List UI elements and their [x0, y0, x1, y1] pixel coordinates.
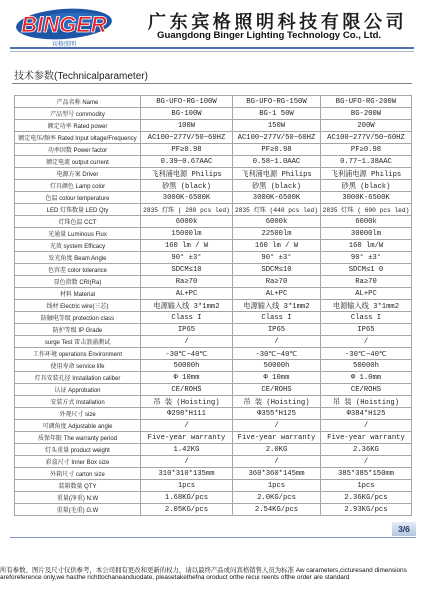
footer-rule: [10, 537, 416, 538]
spec-value-100w: Class I: [141, 312, 233, 323]
spec-value-100w: /: [141, 336, 233, 347]
spec-value-200w: Five-year warranty: [327, 433, 405, 442]
spec-value-150w: Five-year warranty: [233, 432, 321, 443]
spec-label: 防触电等级 protection class: [15, 312, 141, 323]
spec-row: [15, 312, 411, 324]
spec-value-100w: Ra≥70: [141, 276, 233, 287]
company-logo: [14, 5, 114, 47]
spec-row: [15, 216, 411, 228]
spec-label: 可调角度 Adjustable angle: [15, 420, 141, 431]
spec-value-100w: 1.68KG/pcs: [141, 492, 233, 503]
spec-value-150w: 150W: [233, 120, 321, 131]
spec-value-150w: CE/ROHS: [233, 384, 321, 395]
spec-value-100w: 160 lm / W: [141, 240, 233, 251]
spec-value-200w: 飞利浦电源 Philips: [330, 170, 402, 179]
disclaimer-line-2: areforeference only,we hasthe richttochaneanduodate, pleasetakethefna oroduct orthe recui reents ofthe order are standard: [0, 574, 350, 581]
spec-value-100w: 310*310*135mm: [141, 468, 233, 479]
spec-value-150w: PF≥0.98: [233, 144, 321, 155]
spec-value-150w: /: [233, 420, 321, 431]
spec-row: [15, 204, 411, 216]
spec-value-150w: 160 lm / W: [233, 240, 321, 251]
spec-value-100w: BG-100W: [141, 108, 233, 119]
spec-row: [15, 180, 411, 192]
spec-value-100w: 100W: [141, 120, 233, 131]
spec-value-150w: 2.0KG/pcs: [233, 492, 321, 503]
spec-value-200w: 385*385*150mm: [337, 469, 395, 478]
spec-label: 发光角度 Beam Angle: [15, 252, 141, 263]
logo-subtext: 宾格照明: [51, 42, 77, 47]
spec-value-200w: /: [363, 421, 369, 430]
spec-value-150w: Ra≥70: [233, 276, 321, 287]
spec-label: 光效 system Efficacy: [15, 240, 141, 251]
spec-label: 产品型号 commodity: [15, 108, 141, 119]
spec-value-150w: 飞利浦电源 Philips: [233, 168, 321, 179]
spec-label: 灯具安装孔径 Installation caliber: [15, 372, 141, 383]
spec-value-200w: Φ384*H125: [346, 409, 386, 418]
spec-label: 色温 colour temperature: [15, 192, 141, 203]
spec-value-150w: Φ 10mm: [233, 372, 321, 383]
spec-value-150w: Φ355*H125: [233, 408, 321, 419]
spec-value-100w: 2835 灯珠 ( 280 pcs led): [141, 204, 233, 215]
spec-value-200w: -30℃~40℃: [344, 350, 388, 359]
spec-label: 电源方案 Driver: [15, 168, 141, 179]
spec-row: [15, 432, 411, 444]
spec-label: 外观尺寸 size: [15, 408, 141, 419]
section-title-rule: [12, 83, 412, 84]
spec-value-200w: 2.36KG/pcs: [344, 493, 388, 502]
spec-value-150w: 3000K-6500K: [233, 192, 321, 203]
spec-row: [15, 228, 411, 240]
spec-value-100w: Five-year warranty: [141, 432, 233, 443]
spec-value-200w: 200W: [357, 121, 375, 130]
spec-label: 认证 Approbation: [15, 384, 141, 395]
spec-value-100w: AC100~277V/50~60HZ: [141, 132, 233, 143]
spec-value-150w: BG-1 50W: [233, 108, 321, 119]
spec-value-200w: 30000lm: [350, 229, 382, 238]
spec-label: 材料 Material: [15, 288, 141, 299]
spec-row: [15, 360, 411, 372]
spec-value-200w: 2835 灯珠 ( 600 pcs led): [322, 207, 410, 214]
spec-value-100w: CE/ROHS: [141, 384, 233, 395]
spec-value-100w: Φ 10mm: [141, 372, 233, 383]
spec-value-200w: SDCM≤1 0: [348, 265, 384, 274]
spec-value-150w: SDCM≤10: [233, 264, 321, 275]
spec-value-150w: IP65: [233, 324, 321, 335]
spec-label: 功率因数 Power factor: [15, 144, 141, 155]
spec-value-150w: 50000h: [233, 360, 321, 371]
spec-label: surge Test 雷击浪涌测试: [15, 336, 141, 347]
spec-row: [15, 504, 411, 516]
spec-value-150w: AL+PC: [233, 288, 321, 299]
spec-row: [15, 336, 411, 348]
company-name-chinese: 广东宾格照明科技有限公司: [148, 12, 408, 32]
spec-value-150w: 砂黑 (black): [233, 180, 321, 191]
spec-value-150w: -30℃~40℃: [233, 348, 321, 359]
spec-value-200w: 吊 装 (Hoisting): [332, 398, 400, 407]
spec-row: [15, 132, 411, 144]
spec-row: [15, 408, 411, 420]
spec-label: 质保年限 The warranty period: [15, 432, 141, 443]
spec-row: [15, 252, 411, 264]
spec-value-100w: 2.05KG/pcs: [141, 504, 233, 515]
section-title: 技术参数(Technicalparameter): [14, 71, 148, 82]
spec-label: 彩盒尺寸 Inner Box size: [15, 456, 141, 467]
spec-value-200w: /: [363, 457, 369, 466]
spec-value-200w: 电源输入线 3*1mm2: [332, 302, 400, 311]
logo-wordmark: BINGER: [21, 12, 107, 37]
spec-row: [15, 120, 411, 132]
spec-row: [15, 288, 411, 300]
spec-value-150w: /: [233, 456, 321, 467]
spec-value-100w: 6000k: [141, 216, 233, 227]
spec-value-150w: 6000k: [233, 216, 321, 227]
company-name-english: Guangdong Binger Lighting Technology Co., Ltd.: [157, 30, 382, 41]
spec-value-200w: 90° ±3°: [350, 253, 382, 262]
spec-value-100w: 飞利浦电源 Philips: [141, 168, 233, 179]
spec-row: [15, 240, 411, 252]
spec-value-200w: BG-200W: [350, 109, 382, 118]
spec-value-100w: PF≥0.98: [141, 144, 233, 155]
spec-value-200w: BG-UFO-RG-200W: [335, 97, 397, 106]
spec-value-150w: 1pcs: [233, 480, 321, 491]
spec-value-150w: 0.58~1.0AAC: [233, 156, 321, 167]
spec-label: 额定电压/频率 Rated Input oltage/Frequency: [15, 132, 141, 143]
spec-value-150w: 2835 灯珠 (440 pcs led): [233, 204, 321, 215]
spec-row: [15, 192, 411, 204]
spec-label: 使用寿命 service life: [15, 360, 141, 371]
spec-value-200w: 50000h: [353, 361, 379, 370]
spec-label: 工作环境 operations Environment: [15, 348, 141, 359]
spec-value-100w: AL+PC: [141, 288, 233, 299]
spec-value-100w: Φ298*H111: [141, 408, 233, 419]
spec-value-150w: 90° ±3°: [233, 252, 321, 263]
spec-value-200w: 3000K-6500K: [342, 193, 390, 202]
spec-value-100w: -30℃~40℃: [141, 348, 233, 359]
spec-row: [15, 396, 411, 408]
spec-label: 安装方式 Installation: [15, 396, 141, 407]
spec-row: [15, 480, 411, 492]
spec-value-150w: Class I: [233, 312, 321, 323]
spec-label: 线材 Electric wire(三芯): [15, 300, 141, 311]
spec-value-200w: Φ 1.0mm: [350, 373, 382, 382]
spec-label: 额定电流 output current: [15, 156, 141, 167]
spec-row: [15, 372, 411, 384]
spec-value-200w: 6000k: [355, 217, 377, 226]
spec-value-200w: PF≥0.98: [350, 145, 382, 154]
spec-value-200w: 160 lm/W: [348, 241, 384, 250]
spec-row: [15, 468, 411, 480]
spec-label: 色容差 color tolerance: [15, 264, 141, 275]
spec-row: [15, 108, 411, 120]
spec-value-100w: /: [141, 420, 233, 431]
header-rule: [10, 47, 414, 49]
spec-row: [15, 300, 411, 312]
spec-value-150w: 吊 装 (Hoisting): [233, 396, 321, 407]
spec-label: 灯具颜色 Lamp color: [15, 180, 141, 191]
spec-value-200w: CE/ROHS: [350, 385, 382, 394]
spec-value-100w: /: [141, 456, 233, 467]
spec-value-100w: BG-UFO-RG-100W: [141, 96, 233, 107]
spec-value-100w: 0.39~0.67AAC: [141, 156, 233, 167]
spec-value-100w: 1.42KG: [141, 444, 233, 455]
spec-value-200w: Ra≥70: [355, 277, 377, 286]
spec-row: [15, 492, 411, 504]
spec-row: [15, 168, 411, 180]
spec-value-100w: 吊 装 (Hoisting): [141, 396, 233, 407]
spec-row: [15, 384, 411, 396]
spec-row: [15, 156, 411, 168]
spec-value-150w: 电源输入线 3*1mm2: [233, 300, 321, 311]
spec-label: 灯珠色温 CCT: [15, 216, 141, 227]
spec-table: [14, 95, 412, 516]
spec-value-200w: 2.36KG: [353, 445, 379, 454]
spec-row: [15, 420, 411, 432]
spec-row: [15, 144, 411, 156]
spec-value-100w: 50000h: [141, 360, 233, 371]
spec-row: [15, 348, 411, 360]
spec-value-200w: 砂黑 (black): [341, 182, 391, 191]
spec-label: 防护等级 IP Grade: [15, 324, 141, 335]
spec-label: LED 灯珠数量 LED Qty: [15, 204, 141, 215]
spec-value-100w: IP65: [141, 324, 233, 335]
header-rule-thin: [10, 51, 414, 52]
spec-value-200w: IP65: [357, 325, 375, 334]
spec-label: 产品名称 Name: [15, 96, 141, 107]
page-number: 3/6: [392, 522, 416, 536]
spec-value-150w: AC100~277V/50~60HZ: [233, 132, 321, 143]
spec-row: [15, 444, 411, 456]
model-name-row: [15, 96, 411, 108]
spec-label: 额定功率 Rated power: [15, 120, 141, 131]
spec-label: 装箱数量 QTY: [15, 480, 141, 491]
spec-value-150w: 2.54KG/pcs: [233, 504, 321, 515]
spec-value-200w: AC100~277V/50~60HZ: [327, 133, 405, 142]
spec-row: [15, 324, 411, 336]
spec-label: 重量(净重) N.W: [15, 492, 141, 503]
spec-label: 重量(毛重) G.W: [15, 504, 141, 515]
spec-value-200w: 1pcs: [357, 481, 375, 490]
spec-value-150w: 22500lm: [233, 228, 321, 239]
spec-value-100w: 15000lm: [141, 228, 233, 239]
spec-row: [15, 456, 411, 468]
spec-label: 光通量 Luminous Flux: [15, 228, 141, 239]
spec-value-100w: 3000K-6500K: [141, 192, 233, 203]
spec-label: 灯头重量 product weight: [15, 444, 141, 455]
spec-value-150w: 2.0KG: [233, 444, 321, 455]
spec-row: [15, 264, 411, 276]
spec-value-200w: 0.77~1.38AAC: [340, 157, 392, 166]
spec-value-150w: 360*360*145mm: [233, 468, 321, 479]
spec-value-100w: SDCM≤10: [141, 264, 233, 275]
spec-value-200w: Class I: [350, 313, 382, 322]
spec-value-100w: 1pcs: [141, 480, 233, 491]
spec-value-100w: 砂黑 (black): [141, 180, 233, 191]
spec-value-100w: 电源输入线 3*1mm2: [141, 300, 233, 311]
spec-value-100w: 90° ±3°: [141, 252, 233, 263]
spec-value-200w: 2.93KG/pcs: [344, 505, 388, 514]
spec-value-200w: AL+PC: [355, 289, 377, 298]
spec-value-150w: BG-UFO-RG-150W: [233, 96, 321, 107]
spec-label: 显色指数 CRI(Ra): [15, 276, 141, 287]
spec-value-150w: /: [233, 336, 321, 347]
spec-label: 外箱尺寸 carton size: [15, 468, 141, 479]
spec-value-200w: /: [363, 337, 369, 346]
disclaimer-line-1: 所有参数、图片及尺寸仅供参考，本公司拥有更改和更新的权力，请以最终产品或问宾格销售人员为标准 Aw carameters,cicturesand dimensions: [0, 567, 407, 574]
spec-row: [15, 276, 411, 288]
